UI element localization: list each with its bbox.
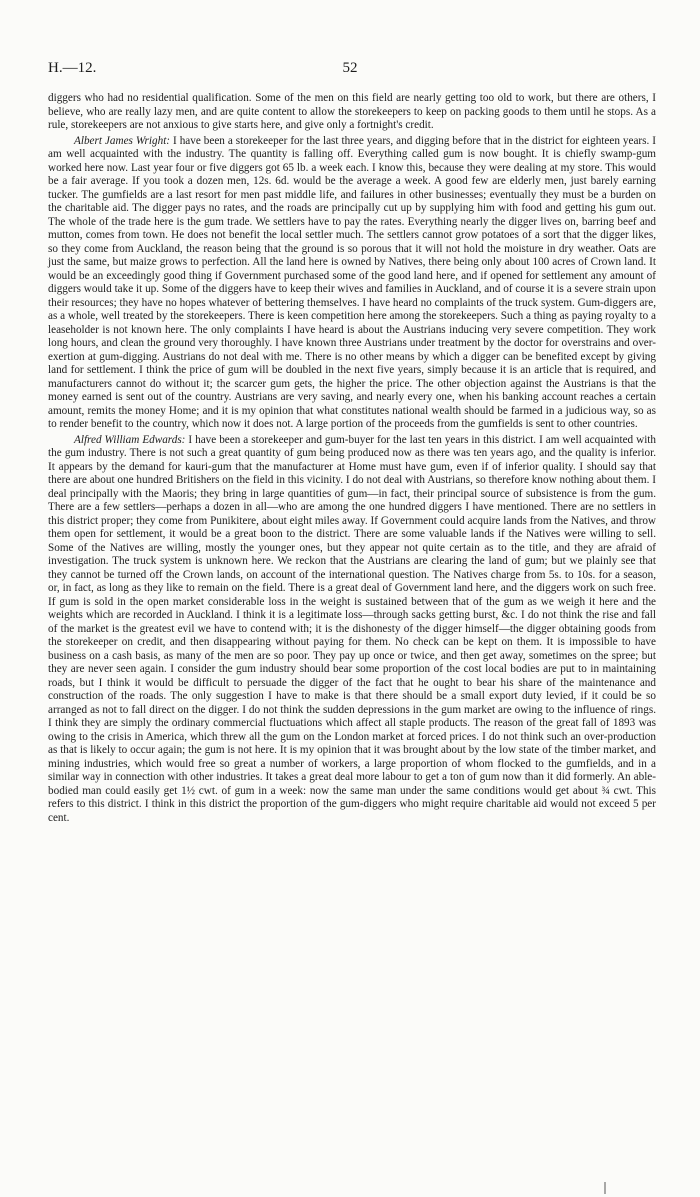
document-body [48,92,656,825]
document-reference: H.—12. [48,60,97,76]
continued-paragraph: diggers who had no residential qualification. Some of the men on this field are nearly getting too old to work, but there are others, I believe, who are really lazy men, and are quite content to allow the storekeepers to keep on packing goods to them until he stops. As a rule, storekeepers are not anxious to give starts here, and give only a fortnight's credit. [48,92,656,131]
testimony-text-end: cwt. This refers to this district. I think in this district the proportion of the gum-diggers who might require charitable aid would not exceed 5 per cent. [48,784,657,824]
testimony-text: I have been a storekeeper and gum-buyer for the last ten years in this district. I am well acquainted with the gum industry. There is not such a great quantity of gum being produced now as there was ten years ago, and the quality is inferior. It appears by the demand for kauri-gum that the manufacturer at Home must have gum, even if of inferior quality. I should say that there are about one hundred Britishers on the field in this vicinity. I do not deal with Austrians, so therefore know nothing about them. I deal principally with the Maoris; they bring in large quantities of gum—in fact, their principal source of subsistence is from the gum. There are a few settlers—perhaps a dozen in all—who are among the one hundred diggers I have mentioned. There are no settlers in this district proper; they come from Punikitere, about eight miles away. If Government could acquire lands from the Natives, and throw them open for settlement, it would be a great boon to the district. There are some valuable lands if the Natives were willing to sell. Some of the Natives are willing, mostly the younger ones, but they appear not quite certain as to the title, and they are afraid of investigation. The truck system is unknown here. We reckon that the Austrians are clearing the land of gum; but we plainly see that they cannot be turned off the Crown lands, on account of the international question. The Natives charge from 5s. to 10s. for a season, or, in fact, as long as they like to remain on the field. There is a great deal of Government land here, and the diggers work on such free. If gum is sold in the open market considerable loss in the weight is sustained between that of the gum as we weigh it here and the weights which are recorded in Auckland. I think it is a legitimate loss—through sacks getting burst, &c. I do not think the rise and fall of the market is the greatest evil we have to contend with; it is the dishonesty of the digger himself—the digger obtaining goods from the storekeeper on credit, and then disappearing without paying for them. No check can be kept on them. It is impossible to have business on a cash basis, as many of the men are so poor. They pay up once or twice, and then get away, sometimes on the spree; but they are never seen again. I consider the gum industry should bear some proportion of the cost local bodies are put to in maintaining roads, but I think it would be difficult to persuade the digger of the fact that he ought to bear his share of the maintenance and construction of the roads. The only suggestion I have to make is that there should be a small export duty levied, if it could be so arranged as not to fall direct on the digger. I do not think the sudden depressions in the gum market are owing to the influence of rings. I think they are simply the ordinary commercial fluctuations which affect all staple products. The reason of the great fall of 1893 was owing to the crisis in America, which threw all the gum on the London market at forced prices. I do not think such an over-production as that is likely to occur again; the gum is not here. It is my opinion that it was brought about by the low state of the timber market, and mining industries, which would free so great a number of workers, a large proportion of whom flocked to the gumfields, and in a similar way in connection with other industries. It takes a great deal more labour to get a ton of gum now than it did formerly. An able-bodied man could easily get [48,433,657,797]
quantity-value: ¾ [601,784,610,797]
testimony-text-continued: cwt. of gum in a week: now the same man under the same conditions would get about [195,784,602,797]
testimony-paragraph [48,434,656,826]
testimony-paragraph [48,135,656,432]
scan-edge-mark [604,1182,606,1194]
quantity-value: 1½ [181,784,196,797]
page-number: 52 [342,60,358,76]
witness-name: Albert James Wright: [74,134,171,147]
testimony-text: I have been a storekeeper for the last three years, and digging before that in the district for eighteen years. I am well acquainted with the industry. The quantity is falling off. Everything called gum is now bought. It is chiefly swamp-gum worked here now. Last year four or five diggers got 65 lb. a week each. I know this, because they were dealing at my store. This would be a fair average. If you took a dozen men, 12s. 6d. would be the average a week. A good few are elderly men, just barely earning tucker. The gumfields are a last resort for men past middle life, and failures in other businesses; eventually they must be a burden on the charitable aid. The digger pays no rates, and the roads are principally cut up by supplying him with food and getting his gum out. The whole of the trade here is the gum trade. We settlers have to pay the rates. Everything nearly the digger lives on, barring beef and mutton, comes from town. He does not benefit the local settler much. The settlers cannot grow potatoes of a sort that the digger likes, so they come from Auckland, the reason being that the ground is so porous that it will not hold the moisture in dry weather. Oats are just the same, but maize grows to perfection. All the land here is owned by Natives, there being only about 100 acres of Crown land. It would be an exceedingly good thing if Government purchased some of the good land here, and if opened for settlement any amount of diggers would take it up. Some of the diggers have to keep their wives and families in Auckland, and of course it is a severe strain upon their resources; they have no hopes whatever of bettering themselves. I have heard no complaints of the truck system. Gum-diggers are, as a whole, well treated by the storekeepers. There is keen competition here among the storekeepers. Such a thing as paying royalty to a leaseholder is not known here. The only complaints I have heard is about the Austrians inducing very severe competition. They work long hours, and clean the ground very thoroughly. I have known three Austrians under treatment by the doctor for overstrains and over-exertion at gum-digging. Austrians do not deal with me. There is no other means by which a digger can be benefited except by giving land for settlement. I think the price of gum will be doubled in the next five years, simply because it is an article that is required, and manufacturers cannot do without it; the scarcer gum gets, the higher the price. The other objection against the Austrians is that the money earned is sent out of the country. Austrians are very saving, and nearly every one, when his banking account reaches a certain amount, remits the money Home; and it is my opinion that what constitutes national wealth should be farmed in a judicious way, so as to render benefit to the country, which now it does not. A large portion of the proceeds from the gumfields is sent to other countries. [48,134,657,430]
witness-name: Alfred William Edwards: [74,433,186,446]
page-header [48,60,652,80]
